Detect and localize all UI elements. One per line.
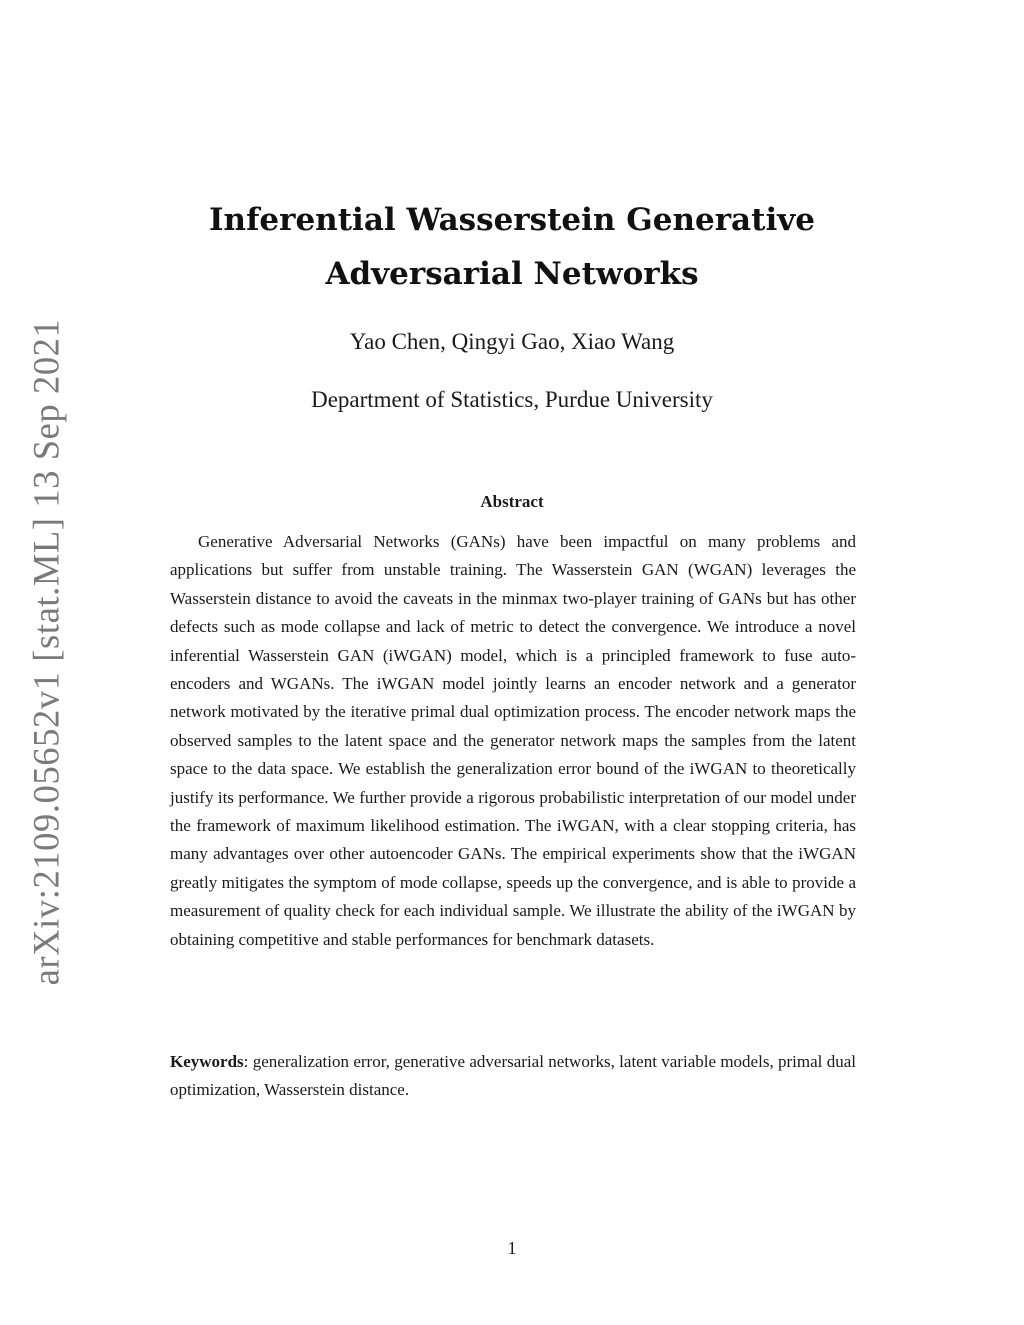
title-line-2: Adversarial Networks <box>325 256 699 292</box>
keywords-label: Keywords <box>170 1052 244 1071</box>
title-line-1: Inferential Wasserstein Generative <box>209 202 815 238</box>
arxiv-side-stamp: arXiv:2109.05652v1 [stat.ML] 13 Sep 2021 <box>25 318 67 986</box>
keywords <box>170 1048 856 1105</box>
keywords-text: : generalization error, generative adversarial networks, latent variable models, primal dual optimization, Wasserstein distance. <box>170 1052 856 1100</box>
affiliation: Department of Statistics, Purdue University <box>311 387 713 412</box>
paper-title <box>170 193 854 301</box>
author-list: Yao Chen, Qingyi Gao, Xiao Wang <box>349 329 675 354</box>
abstract-body: Generative Adversarial Networks (GANs) have been impactful on many problems and applications but suffer from unstable training. The Wasserstein GAN (WGAN) leverages the Wasserstein distance to avoid the caveats in the minmax two-player training of GANs but has other defects such as mode collapse and lack of metric to detect the convergence. We introduce a novel inferential Wasserstein GAN (iWGAN) model, which is a principled framework to fuse auto-encoders and WGANs. The iWGAN model jointly learns an encoder network and a generator network motivated by the iterative primal dual optimization process. The encoder network maps the observed samples to the latent space and the generator network maps the samples from the latent space to the data space. We establish the generalization error bound of the iWGAN to theoretically justify its performance. We further provide a rigorous probabilistic interpretation of our model under the framework of maximum likelihood estimation. The iWGAN, with a clear stopping criteria, has many advantages over other autoencoder GANs. The empirical experiments show that the iWGAN greatly mitigates the symptom of mode collapse, speeds up the convergence, and is able to provide a measurement of quality check for each individual sample. We illustrate the ability of the iWGAN by obtaining competitive and stable performances for benchmark datasets. <box>170 532 856 949</box>
abstract-heading: Abstract <box>480 492 544 511</box>
page-number: 1 <box>507 1238 517 1258</box>
